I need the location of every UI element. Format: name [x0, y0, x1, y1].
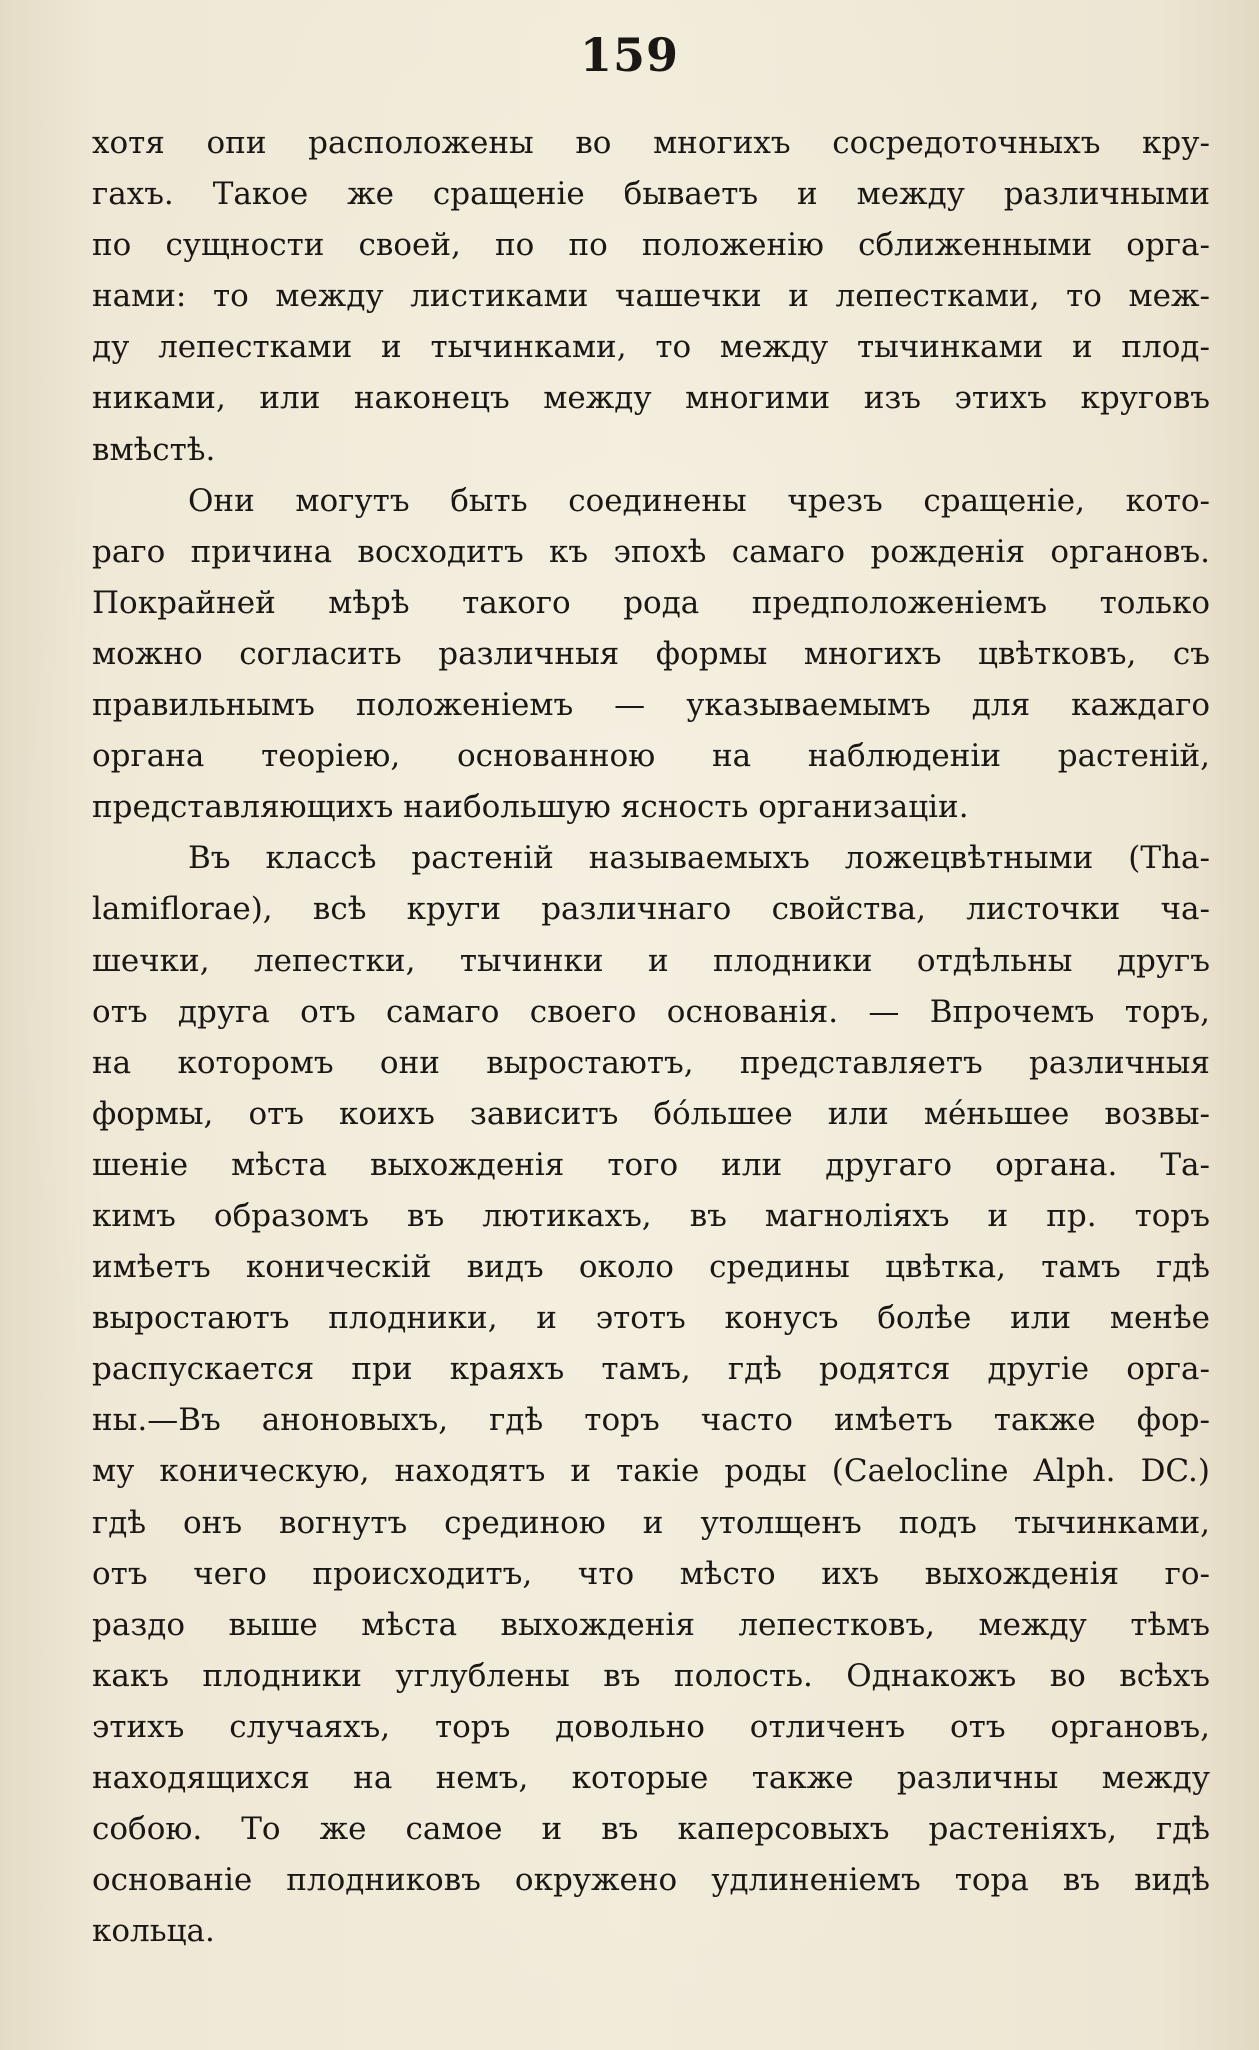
- text-line: на которомъ они выростаютъ, представляетъ различныя: [92, 1044, 1210, 1081]
- text-line: раго причина восходитъ къ эпохѣ самаго рожденія органовъ.: [92, 533, 1210, 570]
- text-line: органа теоріею, основанною на наблюденіи растеній,: [92, 738, 1210, 775]
- text-line: никами, или наконецъ между многими изъ этихъ круговъ: [92, 380, 1210, 417]
- text-line: можно согласить различныя формы многихъ цвѣтковъ, съ: [92, 635, 1210, 672]
- text-line: собою. То же самое и въ каперсовыхъ растеніяхъ, гдѣ: [92, 1811, 1210, 1848]
- text-line: по сущности своей, по по положенію сближенными орга-: [92, 227, 1210, 264]
- text-line: находящихся на немъ, которые также различны между: [92, 1760, 1210, 1796]
- text-line: выростаютъ плодники, и этотъ конусъ болѣе или менѣе: [92, 1300, 1210, 1337]
- text-line: отъ чего происходитъ, что мѣсто ихъ выхожденія го-: [92, 1555, 1210, 1592]
- text-line: Они могутъ быть соединены чрезъ сращеніе, кото-: [188, 482, 1210, 519]
- text-line: ду лепестками и тычинками, то между тычинками и плод-: [92, 329, 1210, 366]
- text-line: представляющихъ наибольшую ясность организаціи.: [92, 789, 969, 826]
- text-line: Въ классѣ растеній называемыхъ ложецвѣтными (Tha-: [188, 840, 1210, 877]
- text-line: формы, отъ коихъ зависитъ бо́льшее или ме́ньшее возвы-: [92, 1095, 1210, 1132]
- text-line: му коническую, находятъ и такіе роды (Caelocline Alph. DC.): [92, 1453, 1210, 1490]
- body-text: [92, 118, 1210, 1957]
- text-line: гахъ. Такое же сращеніе бываетъ и между различными: [92, 176, 1210, 213]
- text-line: правильнымъ положеніемъ — указываемымъ для каждаго: [92, 687, 1210, 724]
- page-number: 159: [579, 28, 680, 82]
- text-line: нами: то между листиками чашечки и лепестками, то меж-: [92, 278, 1210, 315]
- text-line: этихъ случаяхъ, торъ довольно отличенъ отъ органовъ,: [92, 1708, 1210, 1745]
- text-line: хотя опи расположены во многихъ сосредоточныхъ кру-: [92, 125, 1210, 161]
- text-line: какъ плодники углублены въ полость. Однакожъ во всѣхъ: [92, 1657, 1210, 1694]
- text-line: ны.—Въ аноновыхъ, гдѣ торъ часто имѣетъ также фор-: [92, 1402, 1210, 1439]
- text-line: кольца.: [92, 1913, 215, 1950]
- text-line: основаніе плодниковъ окружено удлиненіемъ тора въ видѣ: [92, 1862, 1210, 1899]
- text-line: lamiflorae), всѣ круги различнаго свойства, листочки ча-: [92, 891, 1210, 928]
- text-line: имѣетъ коническій видъ около средины цвѣтка, тамъ гдѣ: [92, 1249, 1210, 1286]
- text-line: отъ друга отъ самаго своего основанія. — Впрочемъ торъ,: [92, 993, 1210, 1030]
- text-line: вмѣстѣ.: [92, 431, 216, 468]
- paragraph-3: [92, 833, 1210, 1957]
- text-line: шеніе мѣста выхожденія того или другаго органа. Та-: [92, 1146, 1210, 1183]
- text-line: раздо выше мѣста выхожденія лепестковъ, между тѣмъ: [92, 1606, 1210, 1643]
- text-line: распускается при краяхъ тамъ, гдѣ родятся другіе орга-: [92, 1351, 1210, 1388]
- text-line: кимъ образомъ въ лютикахъ, въ магноліяхъ и пр. торъ: [92, 1197, 1210, 1234]
- text-line: шечки, лепестки, тычинки и плодники отдѣльны другъ: [92, 942, 1210, 979]
- text-line: Покрайней мѣрѣ такого рода предположеніемъ только: [92, 584, 1210, 621]
- paragraph-2: [92, 476, 1210, 834]
- text-line: гдѣ онъ вогнутъ срединою и утолщенъ подъ тычинками,: [92, 1504, 1210, 1541]
- paragraph-1: [92, 118, 1210, 476]
